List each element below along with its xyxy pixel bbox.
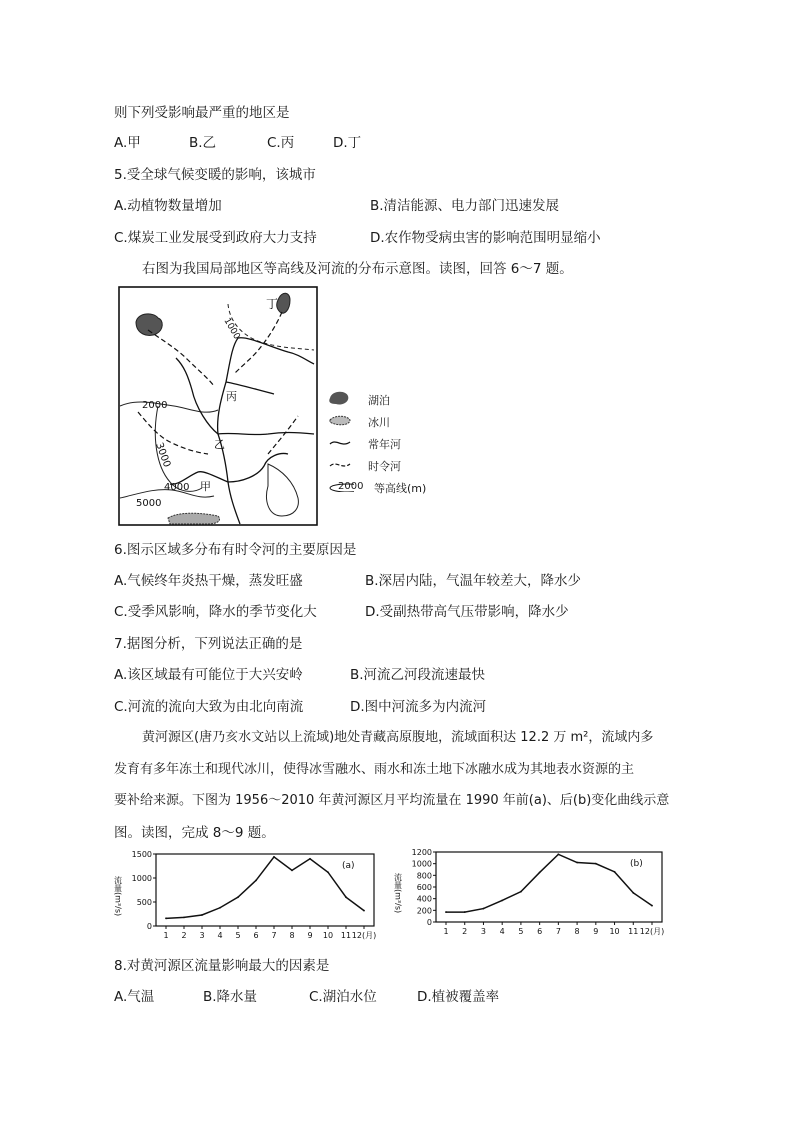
x-tick-label: 11 (628, 927, 639, 936)
q7-stem: 7.据图分析，下列说法正确的是 (114, 636, 303, 652)
contour-label-1000: 1000 (221, 316, 242, 342)
map-legend-icons (326, 388, 354, 492)
q6-option-c: C.受季风影响，降水的季节变化大 (114, 604, 317, 620)
flow-point (201, 914, 203, 916)
place-label-ding: 丁 (266, 297, 279, 311)
flow-point (539, 872, 541, 874)
q8-stem: 8.对黄河源区流量影响最大的因素是 (114, 958, 330, 974)
x-tick-label: 5 (518, 927, 524, 936)
flow-point (309, 858, 311, 860)
flow-point (273, 856, 275, 858)
legend-glacier-label: 冰川 (368, 416, 390, 429)
chart-title: (b) (630, 859, 643, 869)
x-tick-label: 5 (235, 931, 241, 940)
x-tick-label: 1 (163, 931, 169, 940)
y-tick-label: 1500 (131, 850, 152, 859)
y-tick-label: 0 (426, 918, 432, 927)
flow-point (345, 896, 347, 898)
contour-label-3000: 3000 (153, 441, 173, 469)
x-tick-label: 3 (199, 931, 205, 940)
legend-seasonal-label: 时令河 (368, 460, 401, 473)
q6-stem: 6.图示区域多分布有时令河的主要原因是 (114, 542, 357, 558)
q7-option-b: B.河流乙河段流速最快 (350, 667, 486, 683)
x-tick-label: 11 (340, 931, 352, 940)
x-tick-label: 3 (480, 927, 487, 936)
x-tick-label: 1 (443, 927, 449, 936)
lake-icon (329, 392, 348, 405)
q8-option-d: D.植被覆盖率 (417, 989, 500, 1005)
q7-option-d: D.图中河流多为内流河 (350, 699, 487, 715)
q4-option-b: B.乙 (189, 135, 217, 151)
flow-point (327, 871, 329, 873)
flow-point (183, 916, 185, 918)
q6-option-a: A.气候终年炎热干燥，蒸发旺盛 (114, 573, 303, 589)
y-tick-label: 400 (416, 894, 432, 904)
x-tick-label: 8 (574, 927, 580, 936)
flow-point (595, 863, 597, 865)
legend-contour-label: 等高线(m) (374, 482, 427, 495)
seasonal-river-icon (330, 464, 350, 466)
q5-option-b: B.清洁能源、电力部门迅速发展 (370, 198, 560, 214)
q6-option-b: B.深居内陆，气温年较差大，降水少 (365, 573, 582, 589)
q4-option-c: C.丙 (267, 135, 295, 151)
contour-label-4000: 4000 (164, 482, 190, 493)
q7-option-a: A.该区域最有可能位于大兴安岭 (114, 667, 303, 683)
q5-stem: 5.受全球气候变暖的影响，该城市 (114, 167, 316, 183)
x-tick-label: 6 (253, 931, 259, 940)
flow-point (557, 853, 559, 855)
chart-ylabel: 流量(m³/s) (113, 876, 123, 917)
legend-perennial-label: 常年河 (368, 438, 401, 451)
x-tick-label: 6 (537, 927, 543, 936)
q8-option-c: C.湖泊水位 (309, 989, 377, 1005)
q8-option-a: A.气温 (114, 989, 155, 1005)
q8-option-b: B.降水量 (203, 989, 258, 1005)
q4-stem: 则下列受影响最严重的地区是 (114, 105, 290, 121)
q4-option-d: D.丁 (333, 135, 362, 151)
x-tick-label: 10 (322, 931, 334, 940)
chart-title: (a) (342, 861, 355, 871)
flow-line (446, 854, 652, 912)
legend-lake-label: 湖泊 (368, 394, 390, 407)
q4-option-a: A.甲 (114, 135, 141, 151)
intro-8-9-line1: 黄河源区(唐乃亥水文站以上流域)地处青藏高原腹地，流域面积达 12.2 万 m²，流域内多 (142, 730, 654, 745)
flow-point (632, 892, 634, 894)
x-tick-label: 9 (593, 927, 599, 936)
flow-line (166, 857, 364, 918)
glacier-icon (330, 416, 350, 425)
y-tick-label: 600 (416, 883, 432, 892)
flow-point (520, 891, 522, 893)
q5-option-d: D.农作物受病虫害的影响范围明显缩小 (370, 230, 601, 246)
flow-point (501, 900, 503, 902)
flow-point (445, 911, 447, 913)
y-tick-label: 1000 (411, 859, 432, 869)
place-label-bing: 丙 (226, 390, 237, 403)
q5-option-a: A.动植物数量增加 (114, 198, 222, 214)
x-tick-label: 10 (609, 927, 620, 936)
place-label-yi: 乙 (214, 438, 225, 451)
flow-point (576, 862, 578, 864)
x-tick-label: 7 (271, 931, 277, 940)
y-tick-label: 800 (416, 871, 432, 881)
q6-option-d: D.受副热带高气压带影响，降水少 (365, 604, 569, 620)
y-tick-label: 1000 (131, 874, 152, 883)
x-tick-label: 2 (181, 931, 187, 940)
intro-8-9-line3: 要补给来源。下图为 1956～2010 年黄河源区月平均流量在 1990 年前(a)、后(b)变化曲线示意 (114, 793, 670, 808)
flow-chart-a (112, 848, 382, 944)
intro-8-9-line4: 图。读图，完成 8～9 题。 (114, 825, 275, 841)
x-tick-label: 4 (499, 927, 505, 936)
flow-point (237, 896, 239, 898)
flow-point (255, 880, 257, 882)
x-tick-label: 2 (462, 927, 468, 936)
perennial-river-icon (330, 442, 350, 444)
x-tick-label: 9 (307, 931, 313, 940)
flow-chart-b (392, 848, 674, 944)
flow-point (291, 869, 293, 871)
flow-point (464, 911, 466, 913)
x-tick-label: 7 (555, 927, 561, 936)
flow-point (614, 871, 616, 873)
x-tick-label: 12(月) (639, 927, 665, 936)
contour-label-2000: 2000 (142, 400, 168, 411)
legend-contour-sample: 2000 (338, 481, 364, 492)
x-tick-label: 8 (289, 931, 295, 940)
x-tick-label: 4 (217, 931, 223, 940)
flow-point (219, 907, 221, 909)
y-tick-label: 200 (416, 906, 432, 916)
intro-8-9-line2: 发育有多年冻土和现代冰川，使得冰雪融水、雨水和冻土地下冰融水成为其地表水资源的主 (114, 762, 635, 777)
flow-point (165, 917, 167, 919)
x-tick-label: 12(月) (351, 931, 377, 940)
q7-option-c: C.河流的流向大致为由北向南流 (114, 699, 304, 715)
y-tick-label: 500 (136, 898, 152, 907)
q5-option-c: C.煤炭工业发展受到政府大力支持 (114, 230, 317, 246)
flow-point (363, 910, 365, 912)
contour-label-5000: 5000 (136, 498, 162, 509)
chart-ylabel: 流量(m³/s) (393, 873, 403, 914)
contour-river-map (118, 286, 318, 526)
intro-6-7: 右图为我国局部地区等高线及河流的分布示意图。读图，回答 6～7 题。 (142, 261, 573, 277)
flow-point (651, 905, 653, 907)
y-tick-label: 1200 (411, 848, 432, 857)
place-label-jia: 甲 (200, 480, 211, 493)
flow-point (483, 908, 485, 910)
y-tick-label: 0 (146, 922, 152, 931)
